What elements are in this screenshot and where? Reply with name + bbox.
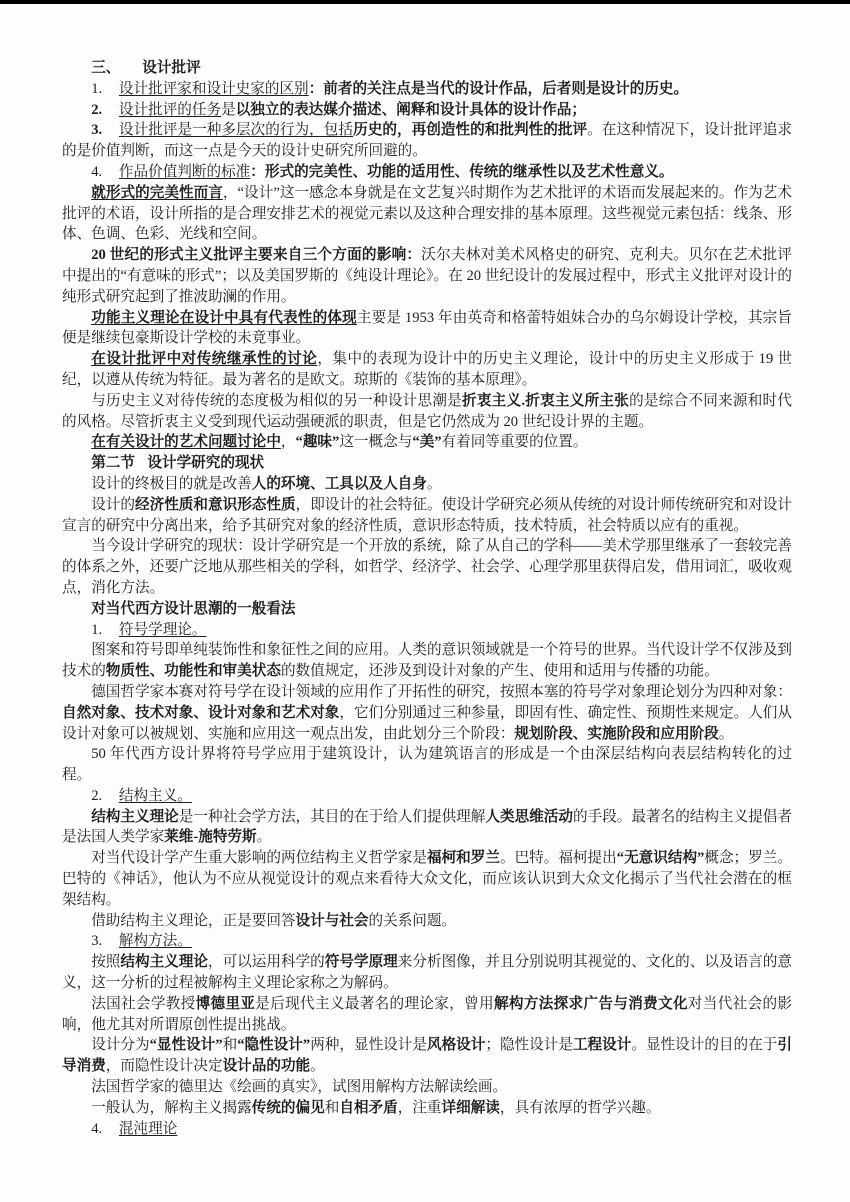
text-run: 对当代设计学产生重大影响的两位结构主义哲学家是 bbox=[91, 850, 427, 867]
emphasis-text: 符号学理论。 bbox=[118, 621, 207, 638]
text-run: ，“设计”这一感念本身就是在文艺复兴时期作为艺术批评的术语而发展起来的。作为艺术批评的术语，设计所指的是合理安排艺术的视觉元素以及这种合理安排的基本原理。这些视觉元素包括：线条、形体、色调、色彩、光线和空间。 bbox=[62, 184, 792, 243]
text-run: 设计分为 bbox=[91, 1037, 150, 1054]
emphasis-text: ：前者的关注点是当代的设计作品，后者则是设计的历史。 bbox=[308, 80, 689, 97]
text-run: 。显性设计的目的在于 bbox=[631, 1037, 778, 1054]
list-item bbox=[62, 786, 792, 807]
emphasis-text: 设计批评是一种多层次的行为，包括 bbox=[118, 122, 354, 139]
text-run: 这一概念与 bbox=[339, 434, 413, 451]
text-run: 的数值规定，还涉及到设计对象的产生、使用和适用与传播的功能。 bbox=[280, 663, 719, 680]
text-run: 。巴特。福柯提出 bbox=[499, 850, 617, 867]
list-item bbox=[62, 162, 792, 183]
emphasis-text: ：形式的完美性、功能的适用性、传统的继承性以及艺术性意义。 bbox=[250, 163, 674, 180]
emphasis-text: 结构主义理论 bbox=[120, 954, 208, 971]
text-run: 的是综合不同来源和时代的风格。尽管折衷主义受到现代运动强硬派的职责，但是它仍然成为 20 世纪设计界的主题。 bbox=[62, 392, 792, 430]
list-item bbox=[62, 620, 792, 641]
emphasis-text: 物质性、功能性和审美状态 bbox=[105, 663, 281, 680]
text-run: ，即设计的社会特征。使设计学研究必须从传统的对设计师传统研究和对设计宣言的研究中分离出来，给予其研究对象的经济性质，意识形态特质，技术特质，社会特质以应有的重视。 bbox=[62, 496, 792, 534]
emphasis-text: 人类思维活动 bbox=[485, 808, 573, 825]
list-number: 4. bbox=[91, 163, 103, 180]
emphasis-text: 莱维-施特劳斯 bbox=[164, 829, 257, 846]
emphasis-text: 经济性质和意识形态性质 bbox=[135, 496, 296, 513]
emphasis-text: 作品价值判断的标准 bbox=[118, 163, 251, 180]
emphasis-text: 设计批评的任务 bbox=[118, 101, 222, 118]
list-number: 2. bbox=[91, 787, 103, 804]
emphasis-text: 混沌理论 bbox=[118, 1120, 178, 1137]
paragraph bbox=[62, 1077, 792, 1098]
emphasis-text: “美” bbox=[412, 434, 442, 451]
emphasis-text: 风格设计 bbox=[426, 1037, 486, 1054]
paragraph bbox=[62, 994, 792, 1036]
list-number: 三、 bbox=[91, 60, 121, 76]
emphasis-text: 传统的偏见 bbox=[251, 1099, 325, 1116]
text-run: 与历史主义对待传统的态度极为相似的另一种设计思潮是 bbox=[91, 392, 463, 409]
emphasis-text: 人的环境、工具以及人自身 bbox=[251, 475, 427, 492]
emphasis-text: 设计品的功能 bbox=[222, 1058, 311, 1075]
text-run: 德国哲学家本赛对符号学在设计领域的应用作了开拓性的研究，按照本塞的符号学对象理论划分为四种对象： bbox=[91, 683, 792, 700]
text-run: 。 bbox=[426, 475, 442, 492]
paragraph bbox=[62, 349, 792, 391]
list-item bbox=[62, 120, 792, 162]
text-run: 图案和符号即单纯装饰性和象征性之间的应用。人类的意识领域就是一个符号的世界。当代设计学不仅涉及到技术的 bbox=[62, 642, 792, 680]
paragraph bbox=[62, 911, 792, 932]
text-run: ，集中的表现为设计中的历史主义理论，设计中的历史主义形成于 19 世纪，以遵从传统为特征。最为著名的是欧文。琼斯的《装饰的基本原理》。 bbox=[62, 351, 792, 388]
section-heading bbox=[62, 453, 792, 474]
emphasis-text: 20 世纪的形式主义批评主要来自三个方面的影响： bbox=[91, 247, 422, 264]
emphasis-text: 引导消费 bbox=[62, 1037, 792, 1075]
text-run: 是后现代主义最著名的理论家，曾用 bbox=[255, 995, 494, 1012]
emphasis-text: 设计与社会 bbox=[295, 912, 369, 929]
list-number: 第二节 bbox=[91, 455, 135, 472]
text-run: 两种，显性设计是 bbox=[310, 1037, 427, 1054]
text-run: 按照 bbox=[91, 954, 121, 971]
emphasis-text: 设计批评 bbox=[142, 60, 201, 76]
emphasis-text: “隐性设计” bbox=[237, 1037, 311, 1054]
text-run: 有着同等重要的位置。 bbox=[441, 434, 588, 451]
paragraph bbox=[62, 1098, 792, 1119]
text-run: 法国社会学教授 bbox=[91, 995, 196, 1012]
text-run: 。 bbox=[256, 829, 272, 846]
paragraph bbox=[62, 807, 792, 849]
text-run: 。 bbox=[718, 725, 734, 742]
text-run: 设计的终极目的就是改善 bbox=[91, 475, 252, 492]
text-run: 来分析图像，并且分别说明其视觉的、文化的、以及语言的意义，这一分析的过程被解构主义理论家称之为解码。 bbox=[62, 954, 792, 992]
emphasis-text: 自然对象、技术对象、设计对象和艺术对象 bbox=[62, 704, 340, 721]
text-run: 的关系问题。 bbox=[368, 912, 457, 929]
emphasis-text: 以独立的表达媒介描述、阐释和设计具体的设计作品； bbox=[235, 101, 586, 118]
emphasis-text: 对当代西方设计思潮的一般看法 bbox=[91, 600, 296, 617]
emphasis-text: 解构方法探求广告与消费文化 bbox=[493, 995, 688, 1012]
emphasis-text: 历史的，再创造性的和批判性的批评 bbox=[353, 122, 588, 139]
text-run: 当今设计学研究的现状：设计学研究是一个开放的系统，除了从自己的学科——美术学那里继承了一套较完善的体系之外，还要广泛地从那些相关的学科，如哲学、经济学、社会学、心理学那里获得启发，借用词汇，吸收观点，消化方法。 bbox=[62, 538, 792, 596]
text-run: 沃尔夫林对美术风格史的研究、克利夫。贝尔在艺术批评中提出的“有意味的形式”；以及美国罗斯的《纯设计理论》。在 20 世纪设计的发展过程中，形式主义批评对设计的纯形式研究起到了推波助澜的作用。 bbox=[62, 247, 792, 305]
text-run: ，而隐性设计决定 bbox=[105, 1058, 223, 1075]
list-number: 3. bbox=[91, 122, 103, 139]
text-run: 。 bbox=[310, 1058, 325, 1075]
text-run: 的手段。最著名的结构主义提倡者是法国人类学家 bbox=[62, 808, 792, 846]
paragraph bbox=[62, 432, 792, 453]
paragraph bbox=[62, 1035, 792, 1077]
list-item bbox=[62, 100, 792, 121]
list-number: 1. bbox=[91, 621, 103, 638]
emphasis-text: “无意识结构” bbox=[616, 850, 705, 867]
emphasis-text: 功能主义理论在设计中具有代表性的体现 bbox=[91, 309, 357, 326]
emphasis-text: 设计批评家和设计史家的区别 bbox=[118, 80, 309, 97]
emphasis-text: 在设计批评中对传统继承性的讨论 bbox=[91, 351, 318, 368]
text-run: 。在这种情况下，设计批评追求的是价值判断，而这一点是今天的设计史研究所回避的。 bbox=[62, 122, 792, 160]
text-run: 概念；罗兰。巴特的《神话》，他认为不应从视觉设计的观点来看待大众文化，而应该认识到大众文化揭示了当代社会潜在的框架结构。 bbox=[62, 850, 792, 908]
text-run: 是 bbox=[221, 101, 236, 118]
emphasis-text: 博德里亚 bbox=[195, 995, 256, 1012]
page-top-border bbox=[0, 0, 850, 4]
paragraph bbox=[62, 640, 792, 682]
text-run: 主要是 1953 年由英奇和格蕾特姐妹合办的乌尔姆设计学校，其宗旨便是继续包豪斯设计学校的未竟事业。 bbox=[62, 309, 792, 347]
text-run: 和 bbox=[222, 1037, 238, 1054]
text-run: 借助结构主义理论，正是要回答 bbox=[91, 912, 296, 929]
paragraph bbox=[62, 682, 792, 744]
emphasis-text: “趣味” bbox=[295, 434, 340, 451]
paragraph bbox=[62, 848, 792, 910]
paragraph bbox=[62, 495, 792, 537]
emphasis-text: 自相矛盾 bbox=[339, 1099, 398, 1116]
emphasis-text: 福柯和罗兰 bbox=[426, 850, 500, 867]
list-number: 2. bbox=[91, 101, 103, 118]
paragraph bbox=[62, 183, 792, 245]
list-item bbox=[62, 1119, 792, 1140]
section-heading bbox=[62, 599, 792, 620]
emphasis-text: 规划阶段、实施阶段和应用阶段 bbox=[514, 725, 719, 742]
emphasis-text: 结构主义理论 bbox=[91, 808, 179, 825]
text-run: ， bbox=[280, 434, 296, 451]
paragraph bbox=[62, 474, 792, 495]
text-run: ，具有浓厚的哲学兴趣。 bbox=[499, 1099, 661, 1116]
paragraph bbox=[62, 391, 792, 433]
text-run: 法国哲学家的德里达《绘画的真实》，试图用解构方法解读绘画。 bbox=[91, 1079, 508, 1096]
paragraph bbox=[62, 536, 792, 598]
emphasis-text: 设计学研究的现状 bbox=[147, 455, 265, 472]
text-run: ，注重 bbox=[397, 1099, 442, 1116]
list-item bbox=[62, 931, 792, 952]
list-number: 1. bbox=[91, 80, 103, 97]
text-run: 设计的 bbox=[91, 496, 135, 513]
paragraph bbox=[62, 952, 792, 994]
emphasis-text: 就形式的完美性而言 bbox=[91, 184, 223, 201]
text-run: 是一种社会学方法，其目的在于给人们提供理解 bbox=[178, 808, 486, 825]
list-item bbox=[62, 79, 792, 100]
text-run: 50 年代西方设计界将符号学应用于建筑设计，认为建筑语言的形成是一个由深层结构向表层结构转化的过程。 bbox=[62, 746, 792, 784]
emphasis-text: 工程设计 bbox=[572, 1037, 632, 1054]
emphasis-text: 解构方法。 bbox=[118, 933, 192, 950]
emphasis-text: 详细解读 bbox=[441, 1099, 500, 1116]
paragraph bbox=[62, 308, 792, 350]
section-heading bbox=[62, 58, 792, 79]
emphasis-text: “显性设计” bbox=[149, 1037, 223, 1054]
document-body bbox=[62, 58, 792, 1139]
paragraph bbox=[62, 245, 792, 307]
text-run: 对当代社会的影响，他尤其对所谓原创性提出挑战。 bbox=[62, 995, 792, 1033]
paragraph bbox=[62, 744, 792, 786]
emphasis-text: 结构主义。 bbox=[118, 787, 192, 804]
emphasis-text: 在有关设计的艺术问题讨论中 bbox=[91, 434, 281, 451]
list-number: 3. bbox=[91, 933, 103, 950]
text-run: 一般认为，解构主义揭露 bbox=[91, 1099, 252, 1116]
text-run: 和 bbox=[324, 1099, 340, 1116]
text-run: ，它们分别通过三种参量，即固有性、确定性、预期性来规定。人们从设计对象可以被规划、实施和应用这一观点出发，由此划分三个阶段： bbox=[62, 704, 792, 742]
emphasis-text: 符号学原理 bbox=[324, 954, 398, 971]
text-run: ；隐性设计是 bbox=[485, 1037, 573, 1054]
list-number: 4. bbox=[91, 1120, 103, 1137]
emphasis-text: 折衷主义.折衷主义所主张 bbox=[462, 392, 630, 409]
text-run: ，可以运用科学的 bbox=[207, 954, 325, 971]
